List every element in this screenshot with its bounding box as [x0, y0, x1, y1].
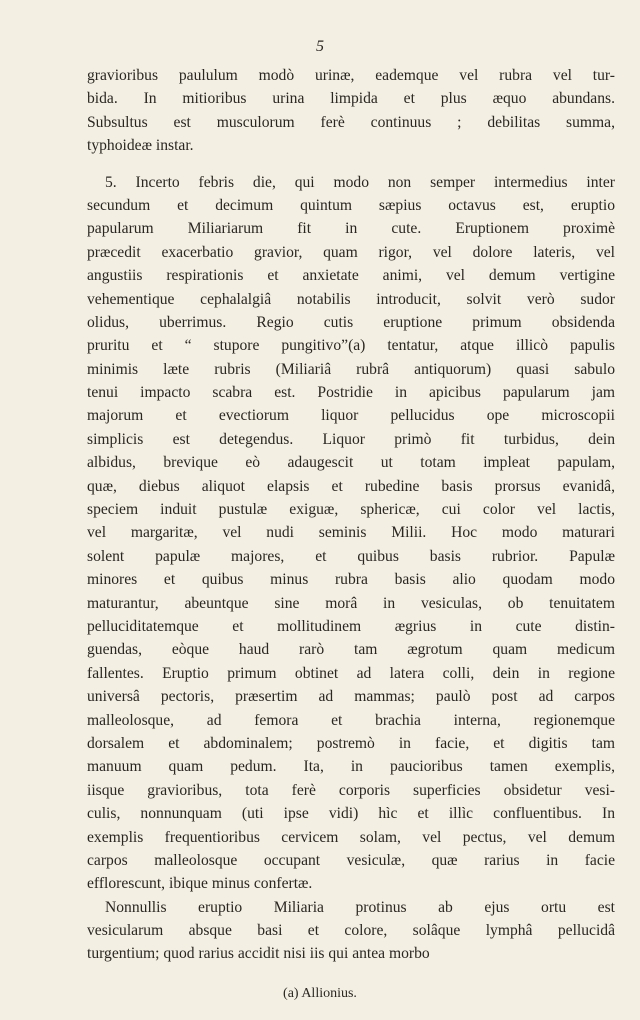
text-line: vehementique cephalalgiâ notabilis introducit, solvit verò sudor: [87, 290, 615, 308]
text-line: quæ, diebus aliquot elapsis et rubedine basis prorsus evanidâ,: [87, 477, 615, 495]
text-line: vel margaritæ, vel nudi seminis Milii. Hoc modo maturari: [87, 524, 615, 542]
text-line: turgentium; quod rarius accidit nisi iis qui antea morbo: [87, 945, 430, 963]
paragraph-2: [87, 171, 615, 896]
text-line: albidus, brevique eò adaugescit ut totam impleat papulam,: [87, 454, 615, 472]
text-line: solent papulæ majores, et quibus basis rubrior. Papulæ: [87, 547, 615, 565]
text-line: secundum et decimum quintum sæpius octavus est, eruptio: [87, 196, 615, 214]
text-line: fallentes. Eruptio primum obtinet ad latera colli, dein in regione: [87, 664, 615, 682]
text-line: efflorescunt, ibique minus confertæ.: [87, 875, 313, 893]
paragraph-3: [87, 896, 615, 966]
text-line: tenui impacto scabra est. Postridie in apicibus papularum jam: [87, 384, 615, 402]
text-line: papularum Miliariarum fit in cute. Eruptionem proximè: [87, 220, 615, 238]
text-line: speciem induit pustulæ exiguæ, sphericæ, cui color vel lactis,: [87, 501, 615, 519]
footnote: (a) Allionius.: [283, 986, 357, 1001]
text-line: culis, nonnunquam (uti ipse vidi) hìc et illìc confluentibus. In: [87, 805, 615, 823]
text-line: universâ pectoris, præsertim ad mammas; paulò post ad carpos: [87, 688, 615, 706]
text-line: guendas, eòque haud rarò tam ægrotum quam medicum: [87, 641, 615, 659]
text-line: minores et quibus minus rubra basis alio quodam modo: [87, 571, 615, 589]
text-line: maturantur, abeuntque sine morâ in vesiculas, ob tenuitatem: [87, 594, 615, 612]
text-line: olidus, uberrimus. Regio cutis eruptione primum obsidenda: [87, 313, 615, 331]
text-line: bida. In mitioribus urina limpida et plus æquo abundans.: [87, 90, 615, 108]
text-line: dorsalem et abdominalem; postremò in facie, et digitis tam: [87, 734, 615, 752]
paragraph-1: [87, 64, 615, 158]
text-line: præcedit exacerbatio gravior, quam rigor, vel dolore lateris, vel: [87, 243, 615, 261]
text-line: gravioribus paululum modò urinæ, eademque vel rubra vel tur-: [87, 67, 615, 84]
text-line: typhoideæ instar.: [87, 137, 194, 155]
text-line: simplicis est detegendus. Liquor primò fit turbidus, dein: [87, 430, 615, 448]
text-line: Subsultus est musculorum ferè continuus ; debilitas summa,: [87, 113, 615, 131]
text-line: manuum quam pedum. Ita, in paucioribus tamen exemplis,: [87, 758, 615, 776]
text-line: majorum et evectiorum liquor pellucidus ope microscopii: [87, 407, 615, 425]
paragraph-gap: [87, 158, 615, 171]
text-line: angustiis respirationis et anxietate animi, vel demum vertigine: [87, 267, 615, 285]
text-line: carpos malleolosque occupant vesiculæ, quæ rarius in facie: [87, 851, 615, 869]
text-line: malleolosque, ad femora et brachia interna, regionemque: [87, 711, 615, 729]
body-text: [87, 64, 615, 966]
page-number: 5: [316, 38, 324, 55]
text-line: 5. Incerto febris die, qui modo non semper intermedius inter: [105, 173, 615, 191]
text-line: Nonnullis eruptio Miliaria protinus ab ejus ortu est: [105, 898, 615, 916]
text-line: minimis læte rubris (Miliariâ rubrâ antiquorum) quasi sabulo: [87, 360, 615, 378]
text-line: pruritu et “ stupore pungitivo”(a) tentatur, atque illicò papulis: [87, 337, 615, 355]
text-line: pelluciditatemque et mollitudinem ægrius in cute distin-: [87, 617, 615, 635]
text-line: iisque gravioribus, tota ferè corporis superficies obsidetur vesi-: [87, 781, 615, 799]
text-line: vesicularum absque basi et colore, solâque lymphâ pellucidâ: [87, 922, 615, 940]
text-line: exemplis frequentioribus cervicem solam, vel pectus, vel demum: [87, 828, 615, 846]
